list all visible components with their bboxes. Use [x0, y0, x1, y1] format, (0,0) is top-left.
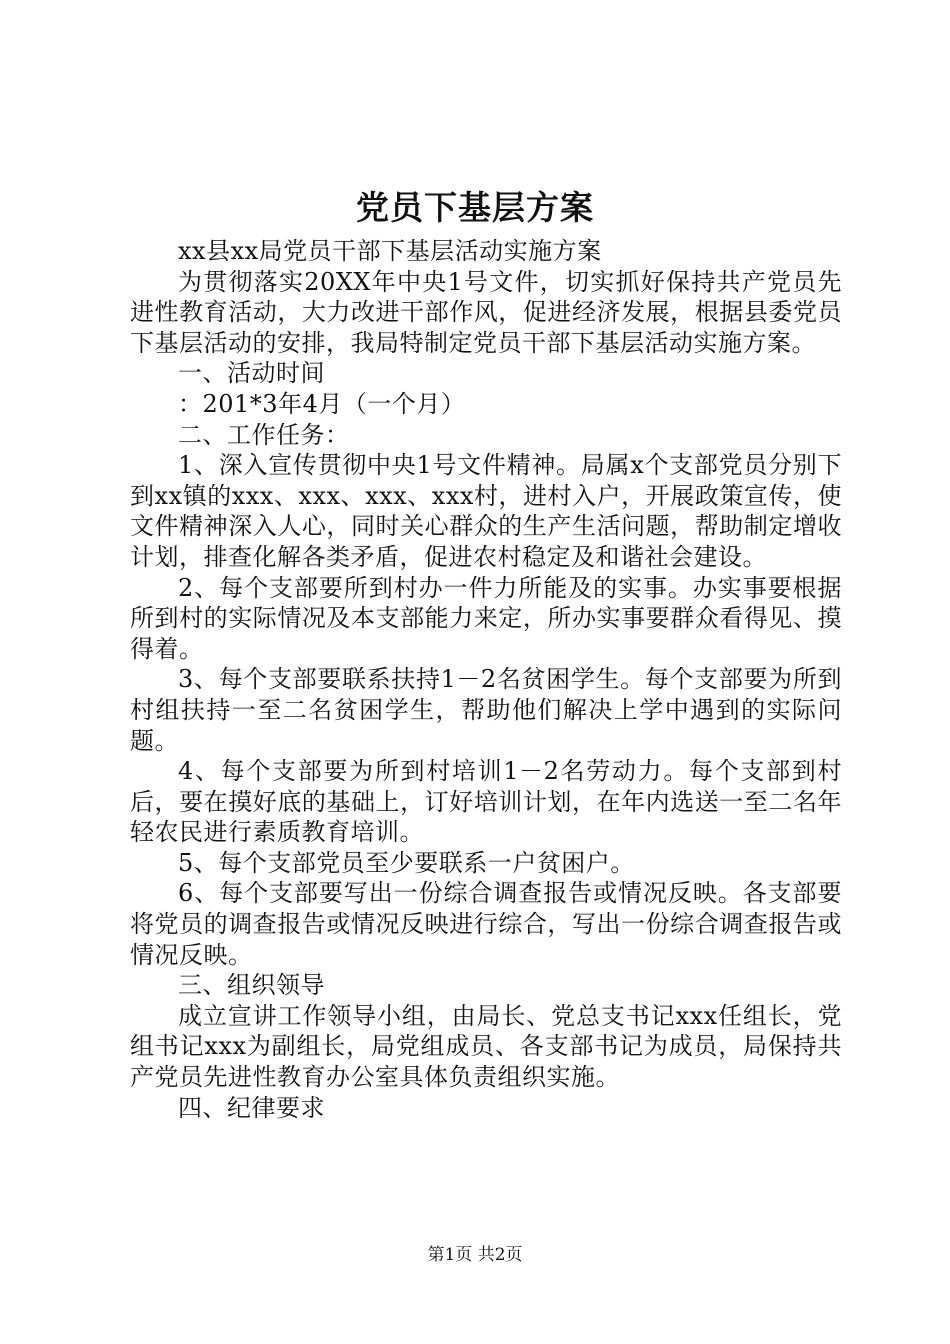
paragraph-task-2: 2、每个支部要所到村办一件力所能及的实事。办实事要根据所到村的实际情况及本支部能力来定，所办实事要群众看得见、摸得着。 — [130, 573, 842, 663]
document-body — [130, 236, 842, 1123]
page-footer: 第1页 共2页 — [427, 1245, 523, 1265]
document-title: 党员下基层方案 — [356, 188, 594, 227]
paragraph-subtitle: xx县xx局党员干部下基层活动实施方案 — [178, 237, 602, 265]
paragraph-task-1: 1、深入宣传贯彻中央1号文件精神。局属x个支部党员分别下到xx镇的xxx、xxx、xxx、xxx村，进村入户，开展政策宣传，使文件精神深入人心，同时关心群众的生产生活问题，帮助制定增收计划，排查化解各类矛盾，促进农村稳定及和谐社会建设。 — [130, 451, 842, 571]
paragraph-task-4: 4、每个支部要为所到村培训1－2名劳动力。每个支部到村后，要在摸好底的基础上，订好培训计划，在年内选送一至二名年轻农民进行素质教育培训。 — [130, 757, 842, 847]
section-heading-time: 一、活动时间 — [178, 359, 325, 388]
section-heading-leadership: 三、组织领导 — [178, 971, 325, 1000]
paragraph-task-3: 3、每个支部要联系扶持1－2名贫困学生。每个支部要为所到村组扶持一至二名贫困学生，帮助他们解决上学中遇到的实际问题。 — [130, 665, 842, 755]
section-heading-discipline: 四、纪律要求 — [178, 1093, 325, 1122]
paragraph-leadership: 成立宣讲工作领导小组，由局长、党总支书记xxx任组长，党组书记xxx为副组长，局党组成员、各支部书记为成员，局保持共产党员先进性教育办公室具体负责组织实施。 — [130, 1001, 842, 1092]
paragraph-task-5: 5、每个支部党员至少要联系一户贫困户。 — [178, 848, 635, 877]
paragraph-time: ：201*3年4月（一个月） — [178, 389, 466, 418]
paragraph-task-6: 6、每个支部要写出一份综合调查报告或情况反映。各支部要将党员的调查报告或情况反映进行综合，写出一份综合调查报告或情况反映。 — [130, 879, 842, 969]
section-heading-tasks: 二、工作任务： — [178, 420, 350, 449]
paragraph-intro: 为贯彻落实20XX年中央1号文件，切实抓好保持共产党员先进性教育活动，大力改进干部作风，促进经济发展，根据县委党员下基层活动的安排，我局特制定党员干部下基层活动实施方案。 — [130, 267, 842, 357]
